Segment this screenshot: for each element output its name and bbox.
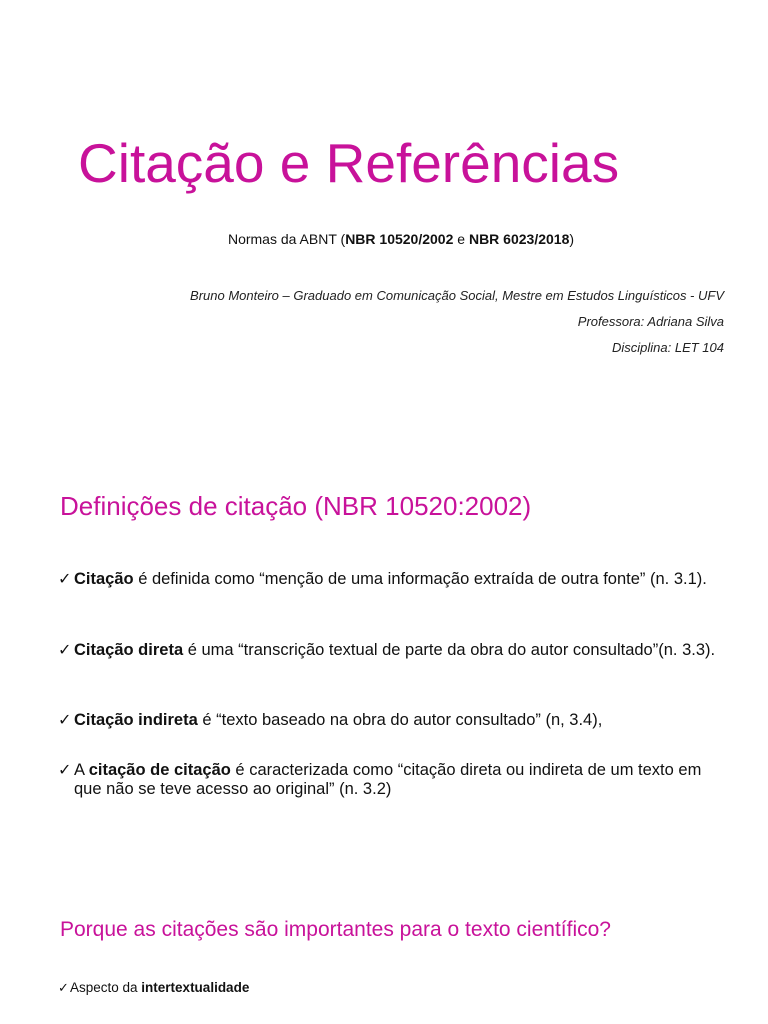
definition-item-citacao <box>58 570 707 589</box>
page-title: Citação e Referências <box>78 132 620 194</box>
definition-term: Citação indireta <box>74 711 198 729</box>
checkmark-icon: ✓ <box>58 980 69 995</box>
definition-term: Citação direta <box>74 641 184 659</box>
subtitle-nbr-6023: NBR 6023/2018 <box>468 231 570 247</box>
definitions-heading-nbr: NBR 10520:2002 <box>323 491 523 521</box>
checkmark-icon: ✓ <box>58 642 72 659</box>
definitions-heading <box>60 489 531 523</box>
importance-heading: Porque as citações são importantes para o texto científico? <box>60 918 611 941</box>
subtitle-connector: e <box>453 231 469 247</box>
definition-text: é uma “transcrição textual de parte da obra do autor consultado”(n. 3.3). <box>183 641 716 659</box>
author-line: Bruno Monteiro – Graduado em Comunicação Social, Mestre em Estudos Linguísticos - UFV <box>190 288 724 303</box>
definition-lead: A <box>74 761 89 779</box>
checkmark-icon: ✓ <box>58 712 72 729</box>
discipline-line: Disciplina: LET 104 <box>612 340 724 355</box>
definition-term: Citação <box>74 570 134 588</box>
definition-text: é “texto baseado na obra do autor consultado” (n, 3.4), <box>197 711 603 729</box>
importance-item <box>58 979 249 997</box>
definition-text: é definida como “menção de uma informação extraída de outra fonte” (n. 3.1). <box>133 570 707 588</box>
author-info-block <box>190 283 724 361</box>
importance-item-term: intertextualidade <box>141 980 250 995</box>
checkmark-icon: ✓ <box>58 571 72 588</box>
subtitle-nbr-10520: NBR 10520/2002 <box>345 231 454 247</box>
subtitle-abnt-norms <box>0 229 768 249</box>
importance-item-text: Aspecto da <box>70 980 142 995</box>
definitions-heading-prefix: Definições de citação ( <box>60 491 324 521</box>
definition-item-citacao-de-citacao <box>58 761 718 799</box>
definition-item-citacao-direta <box>58 641 715 660</box>
professor-line: Professora: Adriana Silva <box>577 314 724 329</box>
subtitle-prefix: Normas da ABNT ( <box>227 231 346 247</box>
definition-term: citação de citação <box>88 761 231 779</box>
definition-item-citacao-indireta <box>58 711 602 730</box>
checkmark-icon: ✓ <box>58 762 72 779</box>
subtitle-suffix: ) <box>569 231 575 247</box>
definitions-heading-suffix: ) <box>522 491 532 521</box>
definition-text: é caracterizada como “citação direta ou indireta de um texto em que não se teve acesso ao original” (n. 3.2) <box>74 761 702 798</box>
